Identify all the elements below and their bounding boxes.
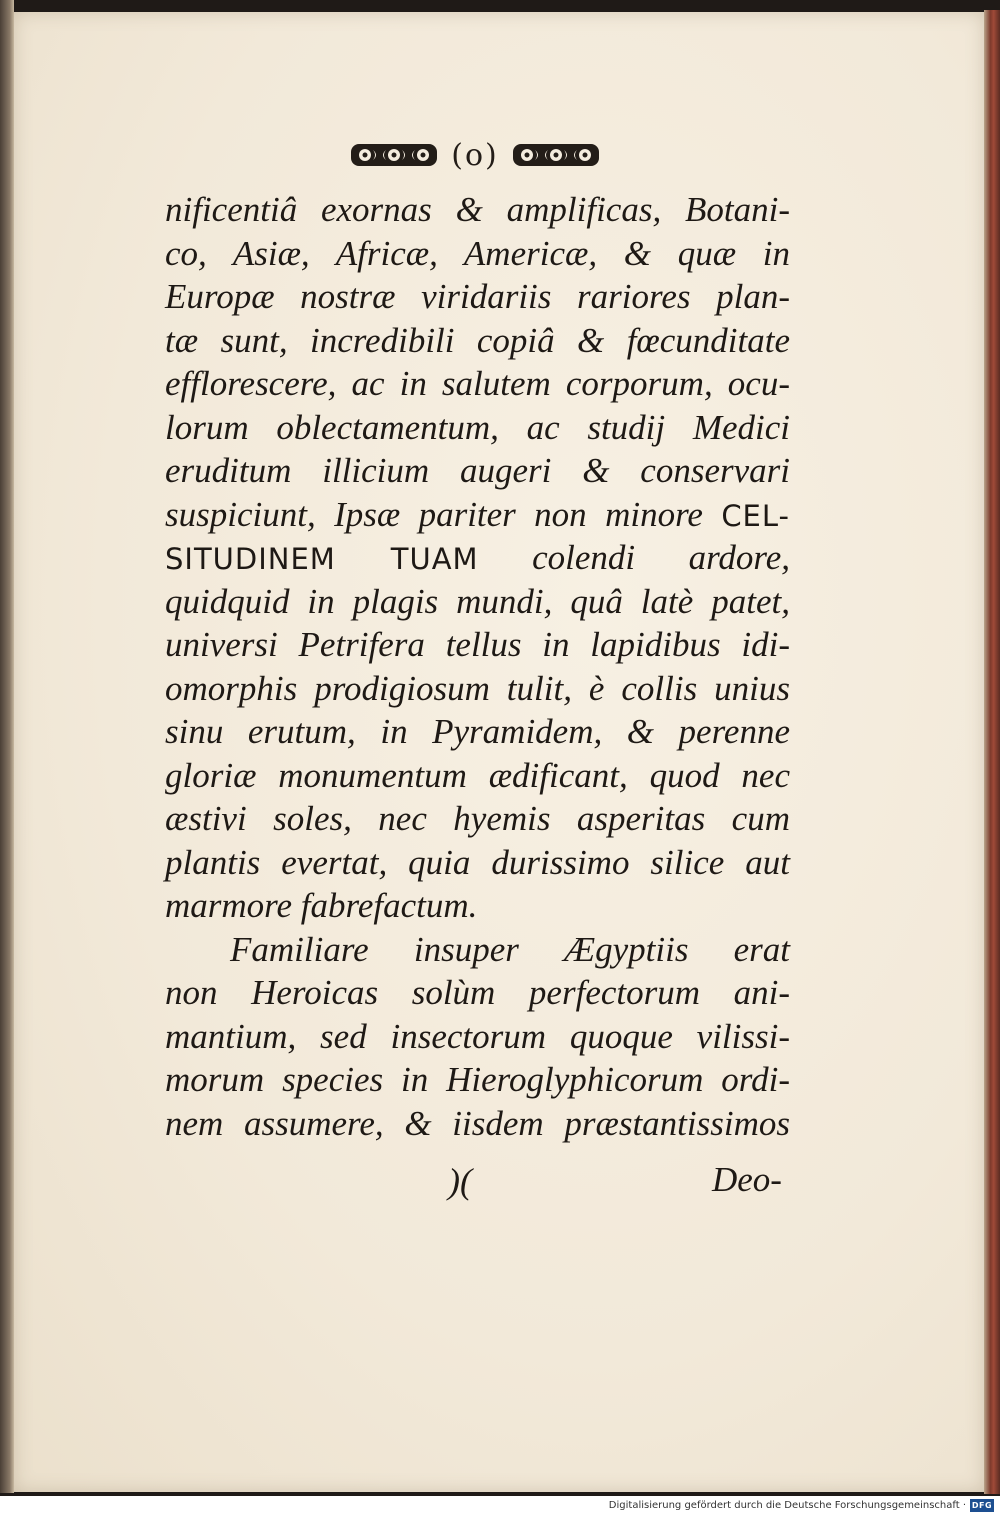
caps-segment: CEL- (721, 498, 790, 533)
floral-ornament-left-icon (349, 138, 439, 172)
text-line: co, Asiæ, Africæ, Americæ, & quæ in (165, 233, 790, 273)
text-line: quidquid in plagis mundi, quâ latè patet, (165, 581, 790, 621)
text-line: plantis evertat, quia durissimo silice aut (165, 842, 790, 882)
signature-mark: )( (448, 1161, 472, 1201)
page-edge-right (984, 10, 1000, 1494)
text-line: marmore fabrefactum. (165, 886, 478, 925)
page-edge-left (0, 0, 14, 1493)
text-segment: suspiciunt, Ipsæ pariter non minore (165, 494, 722, 534)
text-line: lorum oblectamentum, ac studij Medici (165, 407, 790, 447)
text-line: gloriæ monumentum ædificant, quod nec (165, 755, 790, 795)
text-line: mantium, sed insectorum quoque vilissi- (165, 1016, 790, 1056)
text-line: non Heroicas solùm perfectorum ani- (165, 973, 790, 1012)
catchword: Deo- (712, 1160, 782, 1199)
text-line: æstivi soles, nec hyemis asperitas cum (165, 799, 790, 838)
text-line: omorphis prodigiosum tulit, è collis unius (165, 668, 790, 708)
caps-segment: SITUDINEM TUAM (165, 542, 479, 576)
folio-number: (o) (451, 137, 499, 173)
dfg-logo: DFG (971, 1501, 993, 1510)
digitization-credit: Digitalisierung gefördert durch die Deutsche Forschungsgemeinschaft · (608, 1500, 966, 1511)
text-segment: colendi ardore, (478, 538, 790, 577)
text-line: nem assumere, & iisdem præstantissimos (165, 1103, 790, 1143)
text-line: universi Petrifera tellus in lapidibus idi- (165, 625, 790, 664)
text-line-paragraph-start: Familiare insuper Ægyptiis erat (230, 929, 790, 969)
floral-ornament-right-icon (511, 138, 601, 172)
text-line: morum species in Hieroglyphicorum ordi- (165, 1060, 790, 1099)
text-line (165, 536, 790, 580)
text-line: nificentiâ exornas & amplificas, Botani- (165, 190, 790, 229)
text-line: tæ sunt, incredibili copiâ & fœcunditate (165, 320, 790, 360)
text-line (165, 493, 790, 537)
text-line: efflorescere, ac in salutem corporum, ocu- (165, 364, 790, 403)
text-line: sinu erutum, in Pyramidem, & perenne (165, 712, 790, 751)
text-line: Europæ nostræ viridariis rariores plan- (165, 277, 790, 316)
page-header (330, 130, 620, 180)
text-line: eruditum illicium augeri & conservari (165, 451, 790, 490)
body-text (165, 188, 790, 1145)
